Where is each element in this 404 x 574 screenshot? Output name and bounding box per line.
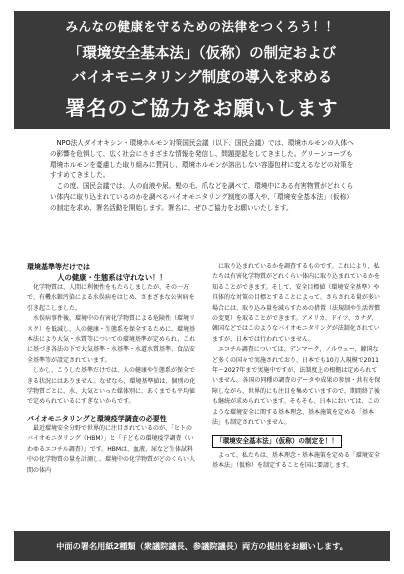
intro-section [50, 138, 354, 214]
section1-paragraph-1: 化学物質は、人間に利便性をもたらしましたが、その一方で、有機水銀汚染による水俣病をはじめ、さまざまな公害病を引き起こしました。 [27, 284, 195, 312]
section2-heading: バイオモニタリングと環境疫学調査の必要性 [27, 414, 167, 423]
continued-paragraph-2: エコチル調査については、デンマーク、ノルウェー、韓国など多くの国々で実施されており、日本でも10万人規模で2011年～2027年まで実施中ですが、法制度上の根拠は定められていません。各国の同種の調査のデータや成果の参加・共有を保障しながら、世界的にも注目を集めていますので、期間終了後も継続が求められています。そもそも、日本においては、このような環境安全に関する基本理念、基本施策を定める「基本法」も制定されていません。 [212, 346, 381, 427]
continued-paragraph-3: よって、私たちは、基本理念・基本施策を定める「環境安全基本法」（仮称）を制定することを国に要請します。 [212, 452, 380, 470]
boxed-heading: 「環境安全基本法」（仮称）の制定を！！ [212, 435, 342, 449]
section1-paragraph-3: しかし、こうした基準だけでは、人の健康や生態系が保全できる状況にはありません。なぜなら、環境基準値は、個別の化学物質ごとに、水、大気といった媒体別に、あくまでも平均値で定められているにすぎないからです。 [27, 367, 196, 406]
section1-subheading: 人の健康・生態系は守れない！！ [57, 273, 167, 282]
section2-paragraph-1: 最近環境安全分野で世界的に注目されているのが、「ヒトのバイオモニタリング（HBM）」と「子どもの環境疫学調査（いわゆるエコチル調査）」です。HBMは、血液、尿など生体試料中の化学物質の量を計測し、環境中の化学物質がどのくらい人間の体内 [27, 424, 196, 474]
title-line-1: 「環境安全基本法」（仮称）の制定および [67, 46, 337, 62]
intro-paragraph-1: NPO法人ダイオキシン・環境ホルモン対策国民会議（以下、国民会議）では、環境ホルモンの人体への影響を危惧して、広く社会にさまざまな情報を発信し、問題提起をしてきました。グリーンコープも環境ホルモンを憂慮した取り組みに賛同し、環境ホルモンが溶出しない容器包材に変えるなどの対策をすすめてきました。 [50, 139, 354, 180]
title-line-2: バイオモニタリング制度の導入を求める [71, 70, 333, 86]
continued-paragraph-1: に取り込まれているかを調査するものです。これにより、私たちは有害化学物質がどれくらい体内に取り込まれているかを知ることができます。そして、安全目標値（環境安全基準）や具体的な対策の目標とすることによって、さらされる量が多い場合には、取り込み量を減らすための措置（法規制や生活習慣の変更）を取ることができます。アメリカ、ドイツ、カナダ、韓国などではこのようなバイオモニタリングが法制化されていますが、日本では行われていません。 [212, 263, 381, 343]
header-banner [14, 11, 390, 129]
right-column [212, 262, 382, 472]
left-column [27, 262, 197, 476]
intro-paragraph-2: この度、国民会議では、人の血液や尿、髪の毛、爪などを調べて、環境中にある有害物質がどれくらい体内に取り込まれているのかを調べるバイオモニタリング制度の導入や、「環境安全基本法」（仮称）の制定を求め、署名活動を開始します。署名に、ぜひご協力をお願いいたします。 [50, 182, 354, 212]
section1-heading: 環境基準等だけでは [27, 263, 90, 271]
footer-banner: 中面の署名用紙2種類（衆議院議長、参議院議長）両方の提出をお願いします。 [14, 531, 390, 561]
section1-paragraph-2: 水俣病事件後、環境中の有害化学物質による危険性（環境リスク）を低減し、人の健康・生態系を保全するために、環境基本法により大気・水質等についての環境基準が定められ、これに基づき各法の下で大気基準・水基準・水道水質基準、食品安全基準等が設定されています。 [27, 315, 196, 364]
signature-appeal: 署名のご協力をお願いします [65, 96, 339, 120]
tagline: みんなの健康を守るための法律をつくろう！！ [65, 19, 339, 34]
